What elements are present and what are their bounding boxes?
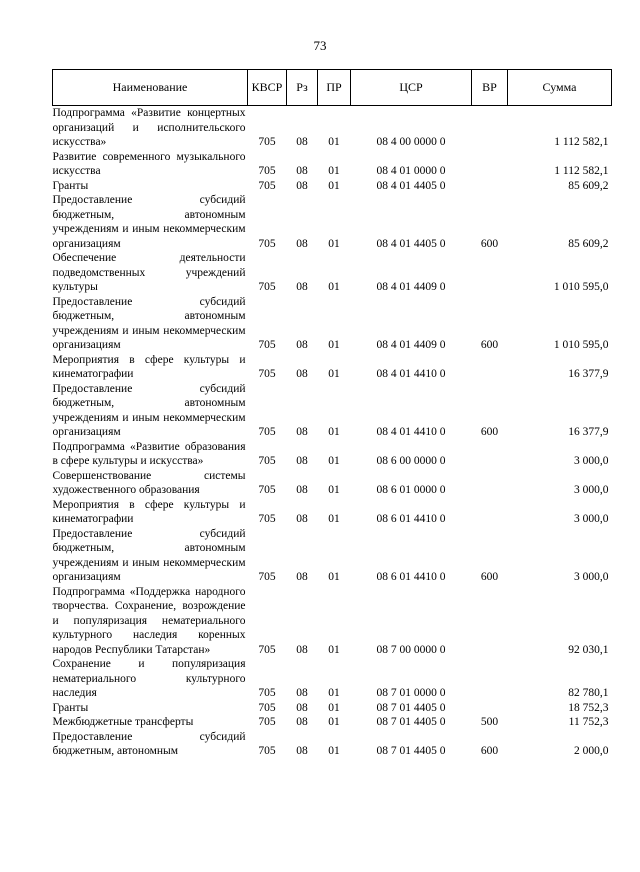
cell-rz: 08 [296,643,308,656]
cell-vr [472,179,508,194]
cell-kvsr: 705 [258,571,276,583]
cell-sum: 1 010 595,0 [553,281,609,293]
cell-name: Подпрограмма «Развитие образования в сфере культуры и искусства» [52,440,246,467]
cell-sum: 2 000,0 [574,745,609,757]
cell-sum: 3 000,0 [574,484,609,496]
cell-vr [472,251,508,295]
cell-vr: 600 [480,339,499,351]
cell-csr: 08 4 01 4405 0 [376,179,446,192]
cell-pr: 01 [328,745,340,757]
cell-name: Предоставление субсидий бюджетным, автономным учреждениям и иным некоммерческим организациям [52,295,246,351]
cell-name: Сохранение и популяризация нематериального культурного наследия [52,658,246,699]
cell-kvsr: 705 [258,513,276,525]
table-row [53,440,612,469]
cell-kvsr: 705 [258,701,276,714]
cell-pr: 01 [328,701,340,714]
cell-csr: 08 4 01 4409 0 [376,281,446,293]
cell-vr [472,498,508,527]
table-row [53,150,612,179]
header-pr: ПР [318,70,351,106]
cell-sum: 82 780,1 [568,687,609,699]
cell-rz: 08 [296,455,308,467]
cell-sum: 3 000,0 [574,513,609,525]
cell-name: Подпрограмма «Поддержка народного творчества. Сохранение, возрождение и популяризация нематериального культурного наследия коренных народов Республики Татарстан» [52,585,246,656]
cell-name: Предоставление субсидий бюджетным, автономным учреждениям и иным некоммерческим организациям [52,527,246,583]
table-row [53,179,612,194]
table-row [53,295,612,353]
cell-rz: 08 [296,484,308,496]
cell-csr: 08 4 01 0000 0 [376,165,446,177]
table-row [53,251,612,295]
cell-name: Мероприятия в сфере культуры и кинематографии [52,353,246,380]
cell-kvsr: 705 [258,426,276,438]
cell-kvsr: 705 [258,455,276,467]
cell-pr: 01 [328,687,340,699]
table-row [53,527,612,585]
cell-name: Межбюджетные трансферты [52,716,194,728]
table-row [53,585,612,658]
cell-name: Мероприятия в сфере культуры и кинематографии [52,498,246,525]
cell-kvsr: 705 [258,484,276,496]
cell-csr: 08 7 00 0000 0 [376,643,446,656]
cell-pr: 01 [328,179,340,192]
cell-pr: 01 [328,571,340,583]
cell-name: Гранты [52,701,89,714]
cell-kvsr: 705 [258,179,276,192]
cell-vr [472,106,508,150]
cell-csr: 08 6 00 0000 0 [376,455,446,467]
cell-vr: 600 [480,745,499,757]
cell-kvsr: 705 [258,716,276,728]
cell-name: Предоставление субсидий бюджетным, автономным учреждениям и иным некоммерческим организациям [52,382,246,438]
cell-kvsr: 705 [258,643,276,656]
cell-kvsr: 705 [258,687,276,699]
table-row [53,353,612,382]
header-vr: ВР [472,70,508,106]
cell-sum: 85 609,2 [568,179,609,192]
cell-vr [472,585,508,658]
cell-vr [472,701,508,716]
cell-vr [472,353,508,382]
cell-kvsr: 705 [258,368,276,380]
cell-vr: 600 [480,237,499,250]
cell-sum: 85 609,2 [568,237,609,250]
cell-csr: 08 4 01 4409 0 [376,339,446,351]
cell-sum: 1 112 582,1 [554,136,609,148]
cell-name: Совершенствование системы художественного образования [52,469,246,496]
cell-pr: 01 [328,426,340,438]
table-row [53,469,612,498]
cell-pr: 01 [328,484,340,496]
cell-csr: 08 4 01 4410 0 [376,426,446,438]
cell-pr: 01 [328,281,340,293]
cell-rz: 08 [296,237,308,250]
cell-rz: 08 [296,571,308,583]
cell-vr: 600 [480,426,499,438]
table-row [53,106,612,150]
cell-pr: 01 [328,513,340,525]
cell-csr: 08 7 01 4405 0 [376,716,446,728]
cell-sum: 1 010 595,0 [553,339,609,351]
cell-sum: 16 377,9 [568,426,609,438]
cell-csr: 08 4 00 0000 0 [376,136,446,148]
header-sum: Сумма [508,70,612,106]
cell-pr: 01 [328,165,340,177]
cell-pr: 01 [328,643,340,656]
cell-rz: 08 [296,513,308,525]
cell-rz: 08 [296,136,308,148]
cell-name: Гранты [52,179,89,192]
cell-csr: 08 4 01 4410 0 [376,368,446,380]
cell-pr: 01 [328,339,340,351]
cell-kvsr: 705 [258,745,276,757]
table-row [53,657,612,701]
cell-rz: 08 [296,165,308,177]
cell-rz: 08 [296,687,308,699]
table-row [53,701,612,716]
header-csr: ЦСР [351,70,472,106]
cell-csr: 08 6 01 4410 0 [376,513,446,525]
table-row [53,498,612,527]
cell-kvsr: 705 [258,281,276,293]
cell-pr: 01 [328,136,340,148]
cell-rz: 08 [296,281,308,293]
cell-rz: 08 [296,716,308,728]
cell-sum: 3 000,0 [574,455,609,467]
cell-sum: 11 752,3 [568,716,609,728]
cell-csr: 08 7 01 0000 0 [376,687,446,699]
cell-vr [472,469,508,498]
cell-name: Предоставление субсидий бюджетным, автономным учреждениям и иным некоммерческим организациям [52,194,246,250]
cell-name: Подпрограмма «Развитие концертных организаций и исполнительского искусства» [52,107,246,148]
table-row [53,715,612,730]
cell-rz: 08 [296,426,308,438]
header-name: Наименование [53,70,248,106]
cell-kvsr: 705 [258,339,276,351]
budget-table [52,69,612,759]
cell-rz: 08 [296,179,308,192]
table-header-row [53,70,612,106]
cell-vr: 600 [480,571,499,583]
cell-vr [472,150,508,179]
cell-sum: 92 030,1 [568,643,609,656]
cell-pr: 01 [328,455,340,467]
header-rz: Рз [287,70,318,106]
cell-vr [472,440,508,469]
cell-csr: 08 6 01 0000 0 [376,484,446,496]
cell-csr: 08 7 01 4405 0 [376,701,446,714]
cell-csr: 08 6 01 4410 0 [376,571,446,583]
cell-pr: 01 [328,716,340,728]
cell-pr: 01 [328,237,340,250]
cell-name: Развитие современного музыкального искусства [52,150,246,177]
cell-csr: 08 7 01 4405 0 [376,745,446,757]
cell-rz: 08 [296,745,308,757]
cell-sum: 16 377,9 [568,368,609,380]
cell-rz: 08 [296,339,308,351]
header-kvsr: КВСР [248,70,287,106]
cell-name: Предоставление субсидий бюджетным, автономным [52,730,246,757]
page-number: 73 [313,38,327,53]
cell-vr [472,657,508,701]
cell-sum: 1 112 582,1 [554,165,609,177]
cell-kvsr: 705 [258,237,276,250]
cell-kvsr: 705 [258,136,276,148]
cell-sum: 3 000,0 [574,571,609,583]
table-row [53,193,612,251]
cell-rz: 08 [296,368,308,380]
table-row [53,730,612,759]
table-row [53,382,612,440]
cell-name: Обеспечение деятельности подведомственных учреждений культуры [52,252,246,293]
cell-kvsr: 705 [258,165,276,177]
cell-pr: 01 [328,368,340,380]
cell-csr: 08 4 01 4405 0 [376,237,446,250]
cell-vr: 500 [480,716,499,728]
cell-sum: 18 752,3 [568,701,609,714]
cell-rz: 08 [296,701,308,714]
